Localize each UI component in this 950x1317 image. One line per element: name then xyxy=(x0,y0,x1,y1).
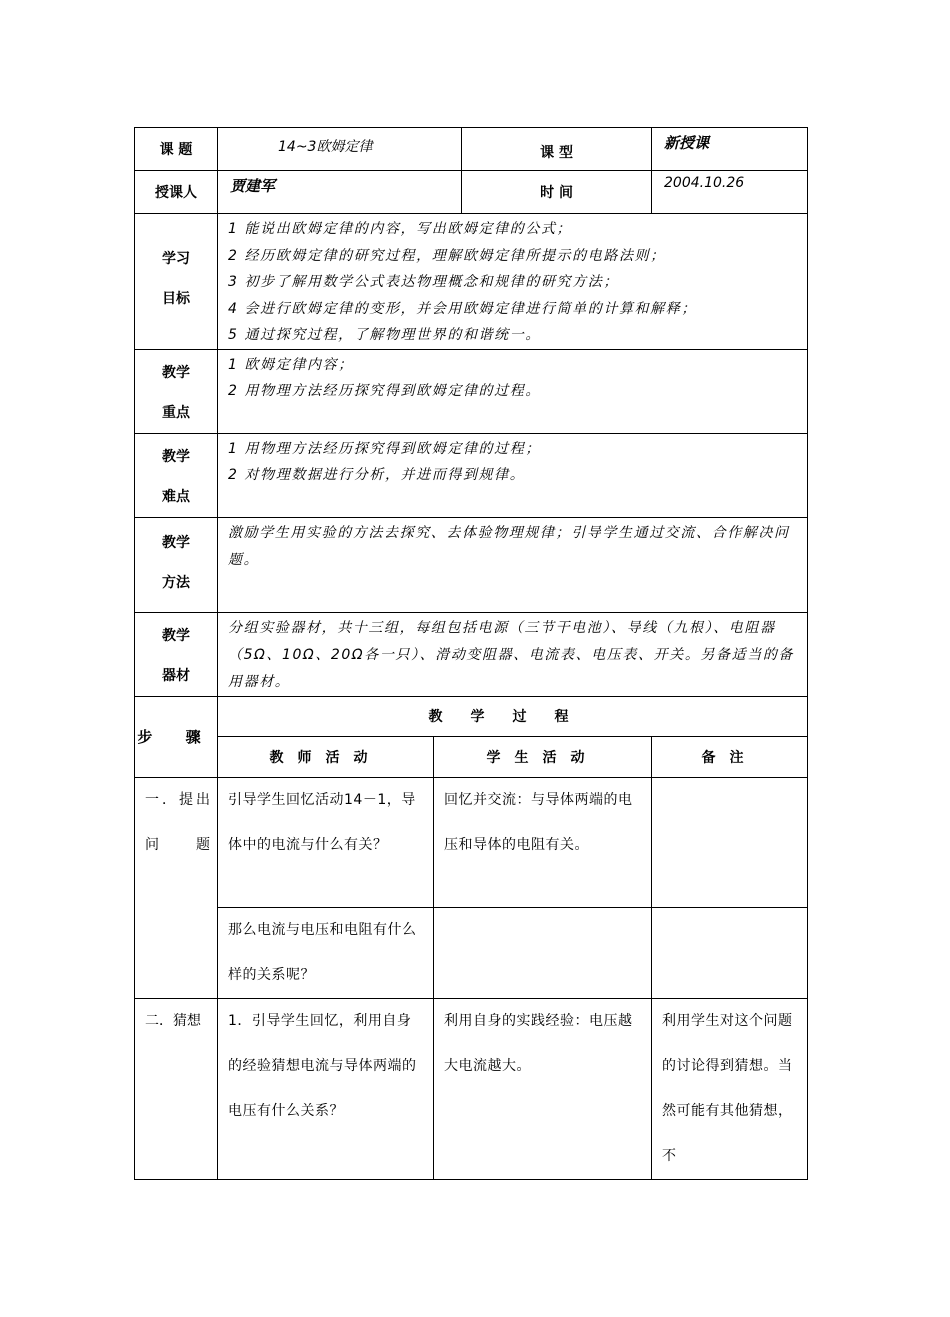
method-row xyxy=(135,517,808,612)
process-title: 教学过程 xyxy=(218,696,808,736)
objectives-row xyxy=(135,214,808,350)
type-value: 新授课 xyxy=(652,128,808,171)
objectives-label xyxy=(135,214,218,350)
step-text: 一．提出问题 xyxy=(145,791,210,853)
note-cell xyxy=(652,777,808,907)
materials-label-1: 教学 xyxy=(162,627,190,644)
materials-label xyxy=(135,612,218,696)
key-points-label-1: 教学 xyxy=(162,364,190,381)
objective-item: 4 会进行欧姆定律的变形，并会用欧姆定律进行简单的计算和解释； xyxy=(228,300,697,317)
teacher-value: 贾建军 xyxy=(218,171,462,214)
teacher-activity-cell: 引导学生回忆活动14－1，导体中的电流与什么有关？ xyxy=(218,777,434,907)
time-label: 时 间 xyxy=(462,171,652,214)
method-label-2: 方法 xyxy=(162,574,190,591)
header-row-teacher xyxy=(135,171,808,214)
difficulties-label-2: 难点 xyxy=(162,488,190,505)
time-value: 2004.10.26 xyxy=(652,171,808,214)
objective-item: 5 通过探究过程，了解物理世界的和谐统一。 xyxy=(228,327,541,343)
student-activity-cell xyxy=(434,907,652,998)
key-points-label xyxy=(135,349,218,433)
col-notes: 备注 xyxy=(652,736,808,777)
step-cell xyxy=(135,998,218,1179)
col-teacher-activity: 教师活动 xyxy=(218,736,434,777)
step-cell xyxy=(135,777,218,998)
difficulties-list xyxy=(218,433,808,517)
difficulty-item: 1 用物理方法经历探究得到欧姆定律的过程； xyxy=(228,440,541,457)
key-points-list xyxy=(218,349,808,433)
method-label-1: 教学 xyxy=(162,534,190,551)
materials-label-2: 器材 xyxy=(162,667,190,684)
teacher-activity-cell: 那么电流与电压和电阻有什么样的关系呢？ xyxy=(218,907,434,998)
method-text: 激励学生用实验的方法去探究、去体验物理规律；引导学生通过交流、合作解决问题。 xyxy=(218,517,808,612)
key-points-row xyxy=(135,349,808,433)
student-activity-cell: 利用自身的实践经验：电压越大电流越大。 xyxy=(434,998,652,1179)
topic-label: 课 题 xyxy=(135,128,218,171)
difficulty-item: 2 对物理数据进行分析，并进而得到规律。 xyxy=(228,467,526,483)
method-label xyxy=(135,517,218,612)
objective-item: 1 能说出欧姆定律的内容，写出欧姆定律的公式； xyxy=(228,221,573,237)
materials-row xyxy=(135,612,808,696)
step-text: 二．猜想 xyxy=(145,1012,201,1029)
key-point-item: 2 用物理方法经历探究得到欧姆定律的过程。 xyxy=(228,383,541,399)
difficulties-label-1: 教学 xyxy=(162,448,190,465)
difficulties-label xyxy=(135,433,218,517)
type-label: 课 型 xyxy=(462,128,652,171)
process-columns-row xyxy=(135,736,808,777)
lesson-plan-table xyxy=(134,127,808,1180)
note-cell: 利用学生对这个问题的讨论得到猜想。当然可能有其他猜想，不 xyxy=(652,998,808,1179)
table-row xyxy=(135,907,808,998)
note-cell xyxy=(652,907,808,998)
objectives-label-1: 学习 xyxy=(162,251,190,267)
col-student-activity: 学生活动 xyxy=(434,736,652,777)
teacher-label: 授课人 xyxy=(135,171,218,214)
steps-label: 步 骤 xyxy=(135,696,218,777)
table-row xyxy=(135,998,808,1179)
table-row xyxy=(135,777,808,907)
process-title-row xyxy=(135,696,808,736)
objective-item: 3 初步了解用数学公式表达物理概念和规律的研究方法； xyxy=(228,274,619,290)
key-point-item: 1 欧姆定律内容； xyxy=(228,356,354,373)
materials-text: 分组实验器材，共十三组，每组包括电源（三节干电池）、导线（九根）、电阻器（5Ω、10Ω、20Ω各一只）、滑动变阻器、电流表、电压表、开关。另备适当的备用器材。 xyxy=(218,612,808,696)
teacher-activity-cell: 1．引导学生回忆，利用自身的经验猜想电流与导体两端的电压有什么关系？ xyxy=(218,998,434,1179)
student-activity-cell: 回忆并交流：与导体两端的电压和导体的电阻有关。 xyxy=(434,777,652,907)
objective-item: 2 经历欧姆定律的研究过程，理解欧姆定律所提示的电路法则； xyxy=(228,247,666,264)
objectives-label-2: 目标 xyxy=(162,291,190,307)
objectives-list xyxy=(218,214,808,350)
difficulties-row xyxy=(135,433,808,517)
header-row-topic xyxy=(135,128,808,171)
key-points-label-2: 重点 xyxy=(162,404,190,421)
topic-value: 14~3欧姆定律 xyxy=(218,128,462,171)
